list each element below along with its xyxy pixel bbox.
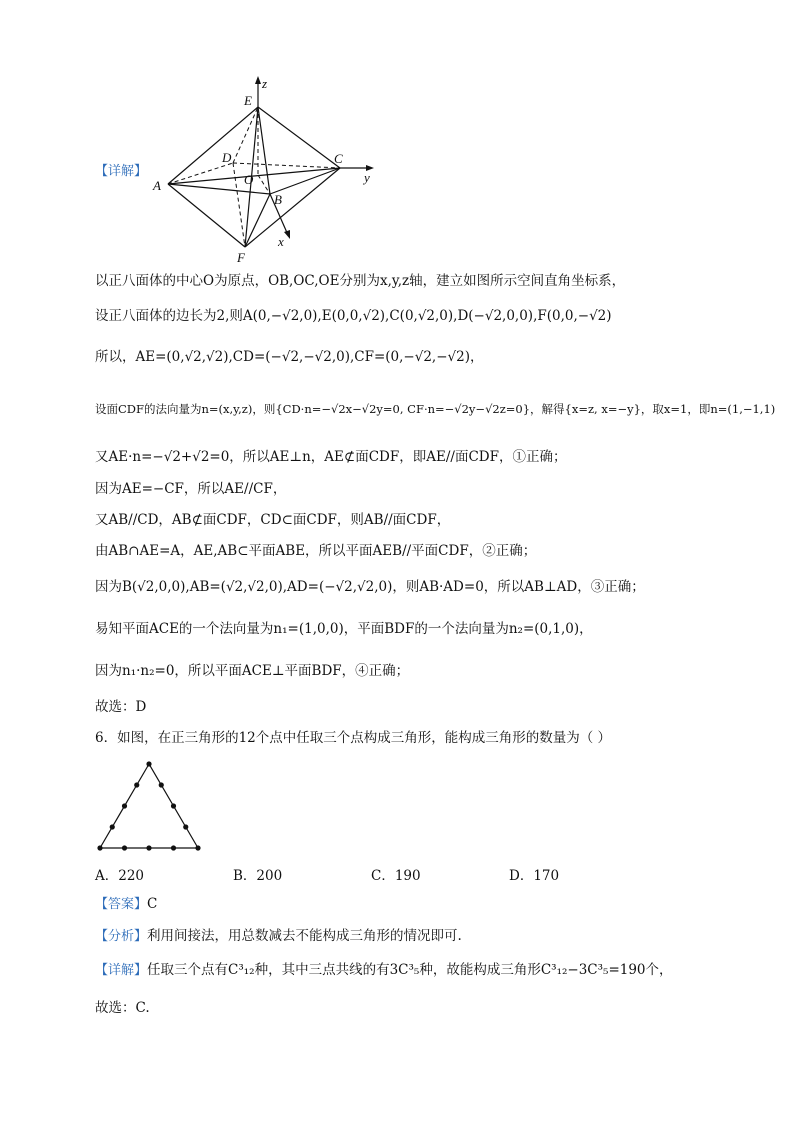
label-E: E [244, 93, 252, 108]
final-answer: 故选：C. [95, 1000, 150, 1016]
text-line-8: 由AB∩AE=A，AE,AB⊂平面ABE，所以平面AEB//平面CDF，②正确； [95, 543, 537, 559]
label-A: A [153, 178, 161, 193]
text-line-6: 因为AE=−CF，所以AE//CF， [95, 481, 287, 497]
text-line-12: 故选：D [95, 699, 147, 715]
text-line-1: 以正八面体的中心O为原点，OB,OC,OE分别为x,y,z轴，建立如图所示空间直角坐标系， [95, 273, 626, 289]
point [146, 761, 151, 766]
text-line-2: 设正八面体的边长为2,则A(0,−√2,0),E(0,0,√2),C(0,√2,0),D(−√2,0,0),F(0,0,−√2) [95, 308, 612, 324]
point [159, 782, 164, 787]
label-y: y [364, 170, 370, 185]
point [97, 845, 102, 850]
option-b: B．200 [233, 868, 283, 884]
edge-DC [233, 163, 340, 168]
label-C: C [334, 151, 343, 166]
edge-EB [258, 107, 270, 194]
point [134, 782, 139, 787]
octahedron-figure [145, 70, 385, 270]
label-D: D [222, 150, 232, 165]
answer-row [95, 894, 157, 915]
text-line-5: 又AE·n=−√2+√2=0，所以AE⊥n，AE⊄面CDF，即AE//面CDF，①正确； [95, 449, 567, 465]
detail-tag-2: 【详解】 [95, 963, 148, 978]
label-F: F [237, 250, 245, 265]
point [146, 845, 151, 850]
point [122, 845, 127, 850]
x-arrow [284, 230, 290, 239]
edge-EC [258, 107, 340, 168]
text-line-7: 又AB//CD，AB⊄面CDF，CD⊂面CDF，则AB//面CDF， [95, 512, 451, 528]
z-arrow [255, 76, 261, 84]
point [183, 824, 188, 829]
point [171, 803, 176, 808]
edge-AB [168, 184, 270, 194]
point [171, 845, 176, 850]
edge-BC [270, 168, 340, 194]
option-a: A．220 [95, 868, 145, 884]
detail-text: 任取三个点有C³₁₂种，其中三点共线的有3C³₅种，故能构成三角形C³₁₂−3C³₅=190个， [147, 962, 673, 978]
text-line-11: 因为n₁·n₂=0，所以平面ACE⊥平面BDF，④正确； [95, 663, 410, 679]
label-x: x [278, 234, 284, 249]
detail-row [95, 960, 673, 981]
label-B: B [274, 192, 282, 207]
analysis-tag: 【分析】 [95, 929, 148, 944]
analysis-row [95, 926, 462, 947]
text-line-9: 因为B(√2,0,0),AB=(√2,√2,0),AD=(−√2,√2,0)，则AB·AD=0，所以AB⊥AD，③正确； [95, 579, 645, 595]
triangle-outline [100, 764, 198, 848]
point [110, 824, 115, 829]
text-line-4: 设面CDF的法向量为n=(x,y,z)，则{CD·n=−√2x−√2y=0, CF·n=−√2y−√2z=0}，解得{x=z, x=−y}，取x=1，即n=(1,−1,1) [95, 402, 776, 416]
detail-tag: 【详解】 [95, 164, 148, 179]
label-z: z [262, 76, 268, 91]
text-line-10: 易知平面ACE的一个法向量为n₁=(1,0,0)，平面BDF的一个法向量为n₂=(0,1,0)， [95, 621, 593, 637]
question-6: 6．如图，在正三角形的12个点中任取三个点构成三角形，能构成三角形的数量为（ ） [95, 730, 612, 746]
triangle-points-figure [90, 755, 210, 860]
edge-DE [233, 107, 258, 163]
point [195, 845, 200, 850]
answer-tag: 【答案】 [95, 897, 148, 912]
edge-AC [168, 168, 340, 184]
text-line-3: 所以，AE=(0,√2,√2),CD=(−√2,−√2,0),CF=(0,−√2,−√2)， [95, 349, 484, 365]
edge-AF [168, 184, 245, 247]
option-d: D．170 [509, 868, 560, 884]
analysis-text: 利用间接法，用总数减去不能构成三角形的情况即可. [147, 928, 462, 944]
option-c: C．190 [371, 868, 421, 884]
edge-CF [245, 168, 340, 247]
label-O: O [244, 172, 254, 187]
answer-value: C [147, 896, 158, 912]
point [122, 803, 127, 808]
